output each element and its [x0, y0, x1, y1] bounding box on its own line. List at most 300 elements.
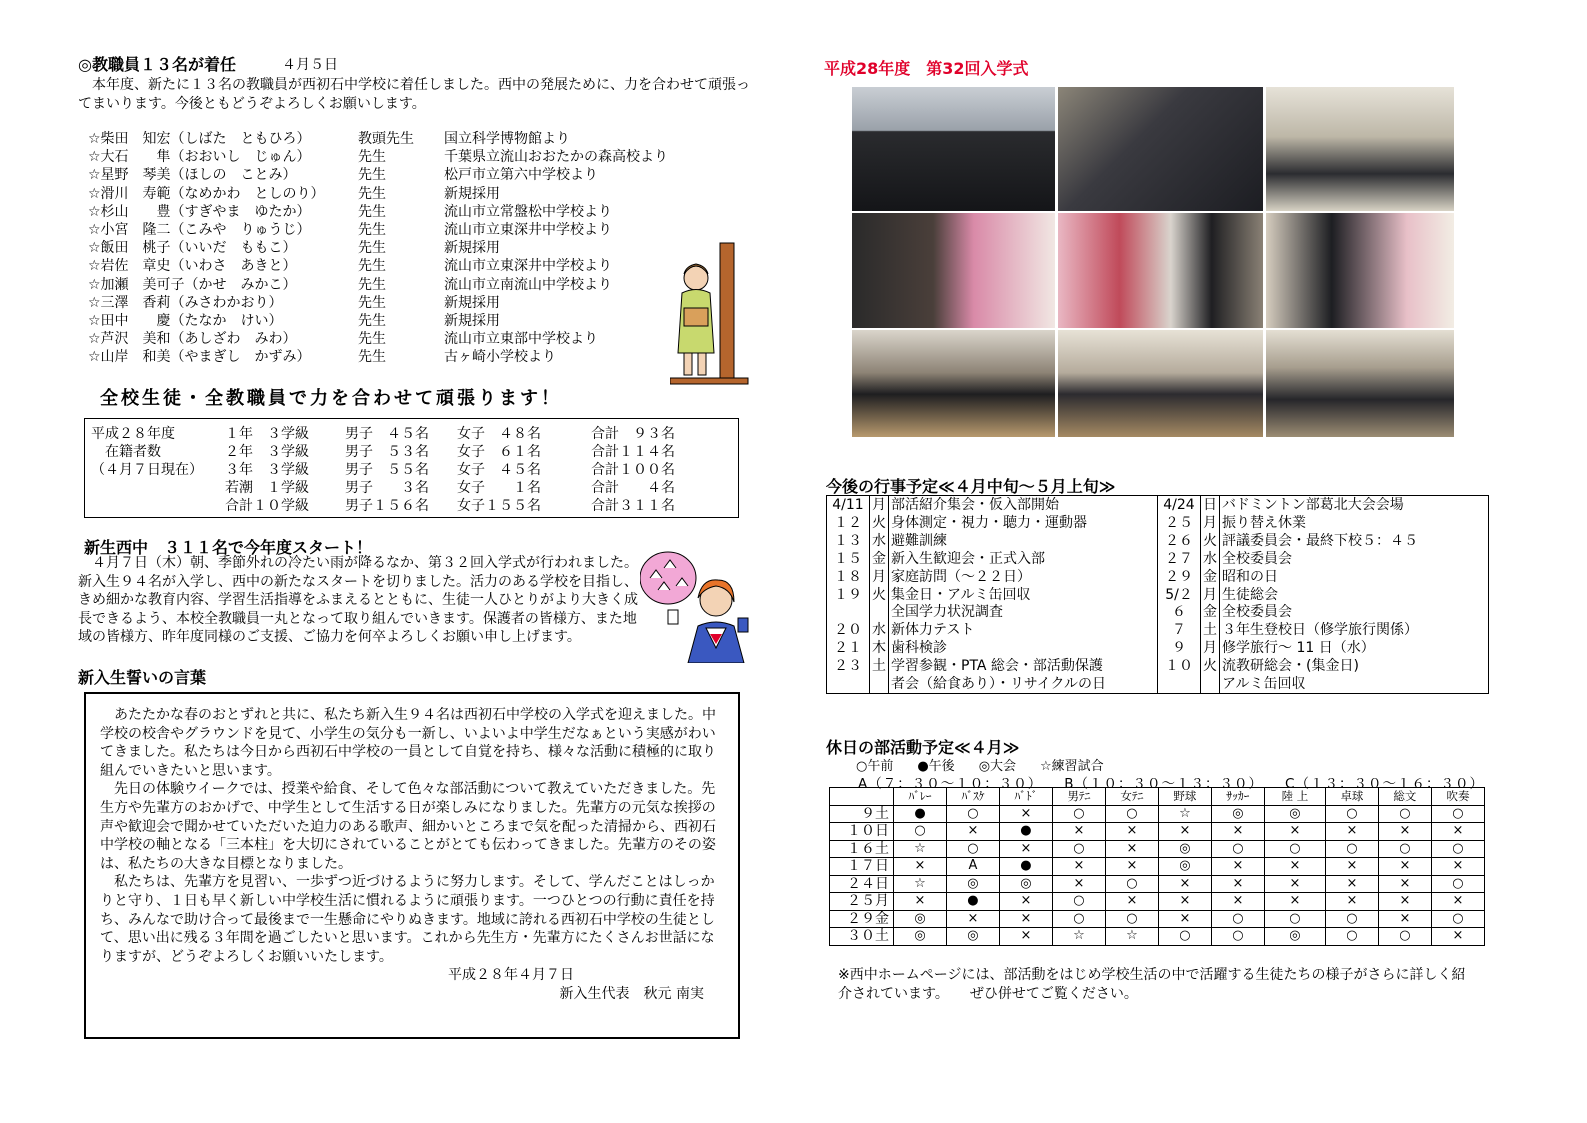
club-mark: × [999, 805, 1052, 823]
club-row [830, 875, 1485, 893]
event-date: １５ [834, 550, 862, 567]
staff-row [88, 257, 748, 275]
event-weekday: 火 [869, 586, 889, 604]
enrollment-cell: 合計 ９３名 [591, 426, 675, 442]
staff-name: ☆三澤 香莉（みさわかおり） [88, 294, 283, 311]
club-mark: × [1105, 858, 1158, 876]
staff-name: ☆杉山 豊（すぎやま ゆたか） [88, 203, 311, 220]
club-mark: × [1264, 858, 1325, 876]
club-mark: ◎ [1264, 928, 1325, 946]
club-mark: × [1431, 823, 1484, 841]
club-row [830, 823, 1485, 841]
club-column-header: 総文 [1378, 788, 1431, 806]
club-mark: ○ [1378, 840, 1431, 858]
club-row [830, 928, 1485, 946]
club-mark: ☆ [1105, 928, 1158, 946]
club-column-header: ｻｯｶｰ [1211, 788, 1264, 806]
club-column-header: 野球 [1158, 788, 1211, 806]
event-description: 学習参観・PTA 総会・部活動保護 [891, 658, 1103, 675]
enrollment-cell: 合計 ４名 [591, 480, 675, 496]
club-corner-cell [830, 788, 894, 806]
club-day: ２９金 [830, 910, 894, 928]
event-description: 家庭訪問（～２２日） [891, 568, 1031, 585]
club-mark: ◎ [1211, 805, 1264, 823]
event-date: 4/11 [832, 497, 864, 513]
event-description: 集金日・アルミ缶回収 [891, 586, 1031, 603]
event-row [827, 675, 1157, 693]
club-mark: × [1211, 875, 1264, 893]
club-mark: ○ [1052, 805, 1105, 823]
event-row [827, 496, 1157, 514]
event-description: 者会（給食あり）・リサイクルの日 [891, 676, 1107, 693]
legend-item: ●午後 [917, 759, 955, 774]
staff-row [88, 203, 748, 221]
staff-origin: 新規採用 [444, 312, 500, 329]
staff-row [88, 312, 748, 330]
club-column-header: ﾊﾞｽｹ [946, 788, 999, 806]
club-day: ９土 [830, 805, 894, 823]
club-mark: ● [894, 805, 947, 823]
staff-heading-title: ◎教職員１３名が着任 [78, 55, 236, 74]
club-column-header: 女ﾃﾆ [1105, 788, 1158, 806]
event-description: 昭和の日 [1222, 568, 1278, 585]
enrollment-row [91, 425, 732, 443]
event-description: ３年生登校日（修学旅行関係） [1222, 622, 1418, 639]
event-row [827, 657, 1157, 675]
club-body [830, 805, 1485, 945]
staff-origin: 松戸市立第六中学校より [444, 167, 598, 184]
enrollment-cell [91, 497, 225, 515]
enrollment-row [91, 461, 732, 479]
staff-row [88, 130, 748, 148]
club-mark: × [999, 910, 1052, 928]
staff-role: 先生 [358, 312, 386, 329]
club-mark: × [1378, 910, 1431, 928]
staff-name: ☆滑川 寿範（なめかわ としのり） [88, 185, 325, 202]
staff-name: ☆加瀬 美可子（かせ みかこ） [88, 276, 297, 293]
event-row [1158, 568, 1488, 586]
enrollment-cell: 男子 ５３名 [345, 444, 429, 460]
enrollment-cell: １年 ３学級 [225, 426, 309, 442]
event-weekday: 日 [1200, 496, 1220, 514]
club-mark: × [1325, 823, 1378, 841]
event-description: 避難訓練 [891, 532, 947, 549]
time-slot: A（７：３０～１０：３０） [858, 776, 1043, 792]
club-mark: ◎ [1158, 840, 1211, 858]
staff-role: 先生 [358, 276, 386, 293]
event-weekday: 月 [869, 496, 889, 514]
event-description: 生徒総会 [1222, 586, 1278, 603]
event-date [827, 675, 869, 693]
enrollment-cell: 男子１５６名 [345, 498, 429, 514]
club-day: ２５月 [830, 893, 894, 911]
staff-row [88, 276, 748, 294]
club-mark: A [946, 858, 999, 876]
club-mark: × [1211, 823, 1264, 841]
club-mark: × [1158, 910, 1211, 928]
ceremony-photo [852, 330, 1055, 437]
club-mark: × [894, 858, 947, 876]
event-description: 全校委員会 [1222, 550, 1292, 567]
club-day: １７日 [830, 858, 894, 876]
club-mark: × [1105, 893, 1158, 911]
staff-name: ☆柴田 知宏（しばた ともひろ） [88, 131, 311, 147]
ceremony-photo [1058, 87, 1263, 211]
staff-intro-text: 本年度、新たに１３名の教職員が西初石中学校に着任しました。西中の発展ために、力を合わせて頑張ってまいります。今後ともどうぞよろしくお願いします。 [78, 77, 750, 112]
staff-name: ☆星野 琴美（ほしの ことみ） [88, 167, 297, 184]
event-row [827, 514, 1157, 532]
enrollment-cell: 女子１５５名 [457, 498, 541, 514]
event-row [1158, 514, 1488, 532]
club-mark: × [1105, 840, 1158, 858]
ceremony-photo [1266, 213, 1454, 328]
club-mark: ☆ [1052, 928, 1105, 946]
staff-origin: 流山市立常盤松中学校より [444, 203, 612, 220]
club-mark: ○ [1431, 840, 1484, 858]
club-mark: × [999, 928, 1052, 946]
event-row [827, 603, 1157, 621]
club-mark: ○ [894, 823, 947, 841]
club-mark: ○ [946, 840, 999, 858]
event-date: ２９ [1165, 568, 1193, 585]
club-mark: × [1378, 823, 1431, 841]
club-row [830, 893, 1485, 911]
event-date: １３ [834, 532, 862, 549]
enrollment-table [84, 418, 739, 518]
event-description: 修学旅行～ 11 日（水） [1222, 640, 1375, 657]
enrollment-cell: 合計１０学級 [225, 498, 309, 514]
club-mark: × [1211, 858, 1264, 876]
event-row [1158, 657, 1488, 675]
club-row [830, 858, 1485, 876]
event-row [1158, 621, 1488, 639]
event-date: １０ [1165, 658, 1193, 675]
enrollment-cell: 合計１００名 [591, 462, 675, 478]
club-mark: ○ [1264, 840, 1325, 858]
club-mark: × [894, 893, 947, 911]
legend-item: ○午前 [856, 759, 894, 774]
enrollment-row [91, 443, 732, 461]
club-mark: ● [999, 823, 1052, 841]
club-column-header: 吹奏 [1431, 788, 1484, 806]
enrollment-cell: 女子 ４５名 [457, 462, 541, 478]
club-mark: ◎ [999, 875, 1052, 893]
events-column-right [1157, 496, 1488, 693]
club-mark: × [1158, 875, 1211, 893]
event-weekday: 火 [869, 514, 889, 532]
staff-role: 教頭先生 [358, 131, 414, 147]
club-mark: ◎ [1264, 805, 1325, 823]
staff-origin: 新規採用 [444, 294, 500, 311]
club-mark: ○ [1052, 840, 1105, 858]
club-mark: × [946, 823, 999, 841]
club-mark: ○ [1378, 805, 1431, 823]
staff-origin: 流山市立東深井中学校より [444, 221, 612, 238]
staff-origin: 新規採用 [444, 240, 500, 257]
event-date: 4/24 [1163, 497, 1195, 513]
club-mark: ○ [1325, 928, 1378, 946]
club-mark: ● [999, 858, 1052, 876]
staff-role: 先生 [358, 221, 386, 238]
event-date: ６ [1172, 604, 1186, 621]
club-mark: × [999, 840, 1052, 858]
club-mark: ○ [1105, 910, 1158, 928]
event-date: ２５ [1165, 514, 1193, 531]
enrollment-cell: 女子 ６１名 [457, 444, 541, 460]
event-date: ２０ [834, 622, 862, 639]
staff-role: 先生 [358, 185, 386, 202]
pledge-paragraph: 私たちは、先輩方を見習い、一歩ずつ近づけるように努力します。そして、学んだことはしっかりと守り、１日も早く新しい中学校生活に慣れるように頑張ります。一つひとつの行動に責任を持ち、みんなで助け合って最後まで一生懸命にやりぬきます。地域に誇れる西初石中学校の生徒として、思い出に残る３年間を過ごしたいと思います。これから先生方・先輩方にたくさんお世話になりますが、どうぞよろしくお願いいたします。 [100, 874, 715, 965]
legend-item: ☆練習試合 [1040, 759, 1104, 774]
staff-origin: 流山市立東部中学校より [444, 331, 598, 348]
club-column-header: 卓球 [1325, 788, 1378, 806]
events-column-left [827, 496, 1157, 693]
event-row [827, 532, 1157, 550]
staff-origin: 流山市立東深井中学校より [444, 258, 612, 275]
event-date: ７ [1172, 622, 1186, 639]
staff-name: ☆芦沢 美和（あしざわ みわ） [88, 331, 297, 348]
pledge-signer: 新入生代表 秋元 南実 [559, 985, 704, 1002]
staff-row [88, 348, 748, 366]
club-mark: × [1325, 858, 1378, 876]
club-mark: × [1378, 858, 1431, 876]
enrollment-cell: ２年 ３学級 [225, 444, 309, 460]
event-weekday: 水 [869, 532, 889, 550]
club-day: ３０土 [830, 928, 894, 946]
legend-item: ◎大会 [978, 759, 1017, 774]
club-mark: ○ [1211, 840, 1264, 858]
staff-origin: 新規採用 [444, 185, 500, 202]
event-description: 歯科検診 [891, 640, 947, 657]
staff-row [88, 239, 748, 257]
club-mark: ○ [1325, 805, 1378, 823]
club-mark: ○ [1431, 875, 1484, 893]
event-weekday: 土 [869, 657, 889, 675]
club-mark: × [946, 910, 999, 928]
ceremony-photo [1266, 87, 1454, 211]
enrollment-cell [91, 479, 225, 497]
staff-name: ☆岩佐 章史（いわさ あきと） [88, 258, 297, 275]
event-description: 流教研総会・(集金日) [1222, 658, 1359, 675]
club-mark: ○ [1052, 893, 1105, 911]
event-row [827, 586, 1157, 604]
event-description: 新入生歓迎会・正式入部 [891, 550, 1045, 567]
event-row [1158, 550, 1488, 568]
event-weekday: 火 [1200, 657, 1220, 675]
new-year-heading: 新生西中 ３１１名で今年度スタート！ [84, 538, 373, 557]
pledge-date: 平成２８年４月７日 [448, 967, 574, 984]
event-description: 振り替え休業 [1222, 514, 1306, 531]
club-day: １６土 [830, 840, 894, 858]
club-mark: ○ [1325, 840, 1378, 858]
event-date: ２１ [834, 640, 862, 657]
staff-row [88, 166, 748, 184]
event-row [827, 621, 1157, 639]
staff-origin: 国立科学博物館より [444, 131, 570, 147]
enrollment-cell: 男子 ３名 [345, 480, 429, 496]
staff-role: 先生 [358, 294, 386, 311]
event-description: バドミントン部葛北大会会場 [1222, 497, 1404, 513]
pledge-paragraph: 先日の体験ウイークでは、授業や給食、そして色々な部活動について教えていただきました。先生方や先輩方のおかげで、中学生として生活する日が楽しみになりました。先輩方の元気な挨拶の声や歓迎会で聞かせていただいた迫力のある歌声、細かいところまで気を配った清掃から、西初石中学校の軸となる「三本柱」を大切にされていることがとても伝わってきました。先輩方のその姿は、私たちの大きな目標となりました。 [100, 781, 716, 872]
club-mark: ◎ [946, 875, 999, 893]
club-mark: × [1264, 823, 1325, 841]
staff-origin: 流山市立南流山中学校より [444, 276, 612, 293]
club-mark: × [1264, 875, 1325, 893]
pledge-box [84, 692, 740, 1039]
event-date: １２ [834, 514, 862, 531]
event-row [1158, 639, 1488, 657]
enrollment-cell: 男子 ５５名 [345, 462, 429, 478]
club-mark: ○ [1325, 910, 1378, 928]
club-mark: ☆ [1158, 805, 1211, 823]
club-mark: × [1378, 875, 1431, 893]
club-mark: ○ [1052, 910, 1105, 928]
staff-role: 先生 [358, 167, 386, 184]
club-mark: ○ [1431, 910, 1484, 928]
event-row [1158, 603, 1488, 621]
event-weekday: 木 [869, 639, 889, 657]
club-mark: × [1158, 823, 1211, 841]
staff-role: 先生 [358, 240, 386, 257]
staff-row [88, 221, 748, 239]
event-row [1158, 532, 1488, 550]
pledge-paragraph: あたたかな春のおとずれと共に、私たち新入生９４名は西初石中学校の入学式を迎えました。中学校の校舎やグラウンドを見て、小学生の気分も一新し、いよいよ中学生だなぁという実感がわいてきました。私たちは今日から西初石中学校の一員として自覚を持ち、様々な活動に積極的に取り組んでいきたいと思います。 [100, 707, 716, 779]
ceremony-photo [1266, 330, 1454, 437]
club-mark: × [1052, 875, 1105, 893]
club-mark: ○ [1264, 910, 1325, 928]
teacher-at-door-illustration [670, 238, 750, 388]
event-weekday [869, 675, 889, 693]
club-day: ２４日 [830, 875, 894, 893]
event-description: 部活紹介集会・仮入部開始 [891, 497, 1059, 513]
staff-row [88, 185, 748, 203]
time-slot: B（１０：３０～１３：３０） [1064, 776, 1264, 792]
event-date: ２６ [1165, 532, 1193, 549]
club-mark: ☆ [894, 875, 947, 893]
club-mark: ☆ [894, 840, 947, 858]
staff-role: 先生 [358, 349, 386, 366]
club-mark: × [1325, 875, 1378, 893]
enrollment-cell: （４月７日現在） [91, 462, 203, 478]
staff-name: ☆田中 慶（たなか けい） [88, 312, 283, 329]
club-column-header: 男ﾃﾆ [1052, 788, 1105, 806]
club-mark: ○ [1105, 875, 1158, 893]
staff-role: 先生 [358, 331, 386, 348]
club-mark: × [1158, 893, 1211, 911]
event-date: 5/２ [1165, 586, 1193, 603]
club-mark: × [1378, 893, 1431, 911]
new-year-text: ４月７日（木）朝、季節外れの冷たい雨が降るなか、第３２回入学式が行われました。新入生９４名が入学し、西中の新たなスタートを切りました。活力のある学校を目指し、きめ細かな教育内容、学習生活指導をふまえるとともに、生徒一人ひとりがより大きく成長できるよう、本校全教職員一丸となって取り組んでいきます。保護者の皆様方、また地域の皆様方、昨年度同様のご支援、ご協力を何卒よろしくお願い申し上げます。 [78, 555, 638, 645]
staff-origin: 千葉県立流山おおたかの森高校より [444, 149, 668, 166]
enrollment-cell: 合計１１４名 [591, 444, 675, 460]
event-weekday: 水 [1200, 550, 1220, 568]
staff-name: ☆飯田 桃子（いいだ ももこ） [88, 240, 297, 257]
event-weekday: 火 [1200, 532, 1220, 550]
enrollment-cell: 若潮 １学級 [225, 480, 309, 496]
event-date: １９ [834, 586, 862, 603]
club-row [830, 805, 1485, 823]
staff-section-heading [78, 52, 408, 75]
staff-row [88, 148, 748, 166]
enrollment-cell: 在籍者数 [91, 444, 161, 460]
club-mark: × [1431, 928, 1484, 946]
event-weekday: 金 [1200, 603, 1220, 621]
club-mark: × [1325, 893, 1378, 911]
event-date: ２３ [834, 658, 862, 675]
club-header-row [830, 788, 1485, 806]
event-date: １８ [834, 568, 862, 585]
ceremony-title: 平成28年度 第32回入学式 [824, 59, 1029, 78]
event-description: 全国学力状況調査 [891, 604, 1003, 621]
enrollment-row [91, 479, 732, 497]
staff-origin: 古ヶ崎小学校より [444, 349, 556, 366]
enrollment-cell: 女子 ４８名 [457, 426, 541, 442]
ceremony-photo [1058, 330, 1263, 437]
club-day: １０日 [830, 823, 894, 841]
homepage-note: ※西中ホームページには、部活動をはじめ学校生活の中で活躍する生徒たちの様子がさらに詳しく紹介されています。 ぜひ併せてご覧ください。 [838, 967, 1466, 1002]
club-mark: ● [946, 893, 999, 911]
staff-heading-date: ４月５日 [281, 57, 338, 73]
motto-banner: 全校生徒・全教職員で力を合わせて頑張ります！ [100, 388, 562, 409]
event-weekday: 月 [869, 568, 889, 586]
time-slot: C（１３：３０～１６：３０） [1285, 776, 1484, 792]
club-mark: × [1052, 858, 1105, 876]
club-mark: ○ [1378, 928, 1431, 946]
events-heading: 今後の行事予定≪４月中旬～５月上旬≫ [826, 477, 1116, 496]
event-description: 身体測定・視力・聴力・運動器 [891, 514, 1087, 531]
pledge-heading: 新入生誓いの言葉 [78, 668, 207, 687]
staff-name: ☆小宮 隆二（こみや りゅうじ） [88, 221, 311, 238]
enrollment-row [91, 497, 732, 515]
event-weekday [869, 603, 889, 621]
event-row [1158, 675, 1488, 693]
club-mark: × [999, 893, 1052, 911]
ceremony-photo [852, 213, 1055, 328]
club-row [830, 910, 1485, 928]
student-cherry-blossom-illustration [640, 548, 750, 663]
club-mark: ◎ [1158, 858, 1211, 876]
club-mark: ◎ [894, 910, 947, 928]
staff-row [88, 294, 748, 312]
event-row [827, 639, 1157, 657]
club-row [830, 840, 1485, 858]
event-weekday [1200, 675, 1220, 693]
staff-name: ☆山岸 和美（やまぎし かずみ） [88, 349, 311, 366]
enrollment-cell: ３年 ３学級 [225, 462, 309, 478]
event-row [827, 550, 1157, 568]
club-column-header: ﾊﾞﾚｰ [894, 788, 947, 806]
staff-role: 先生 [358, 149, 386, 166]
staff-row [88, 330, 748, 348]
ceremony-photo [852, 87, 1055, 211]
event-weekday: 月 [1200, 639, 1220, 657]
club-mark: ◎ [946, 928, 999, 946]
enrollment-cell: 平成２８年度 [91, 426, 175, 442]
club-mark: ○ [946, 805, 999, 823]
event-weekday: 月 [1200, 514, 1220, 532]
event-date: ２７ [1165, 550, 1193, 567]
enrollment-cell: 合計３１１名 [591, 498, 675, 514]
club-mark: ○ [1431, 805, 1484, 823]
club-mark: × [1431, 893, 1484, 911]
event-date [1158, 675, 1200, 693]
event-description: アルミ缶回収 [1222, 676, 1306, 693]
event-date: ９ [1172, 640, 1186, 657]
event-description: 新体力テスト [891, 622, 975, 639]
ceremony-photo [1058, 213, 1263, 328]
staff-role: 先生 [358, 258, 386, 275]
club-mark: × [1105, 823, 1158, 841]
